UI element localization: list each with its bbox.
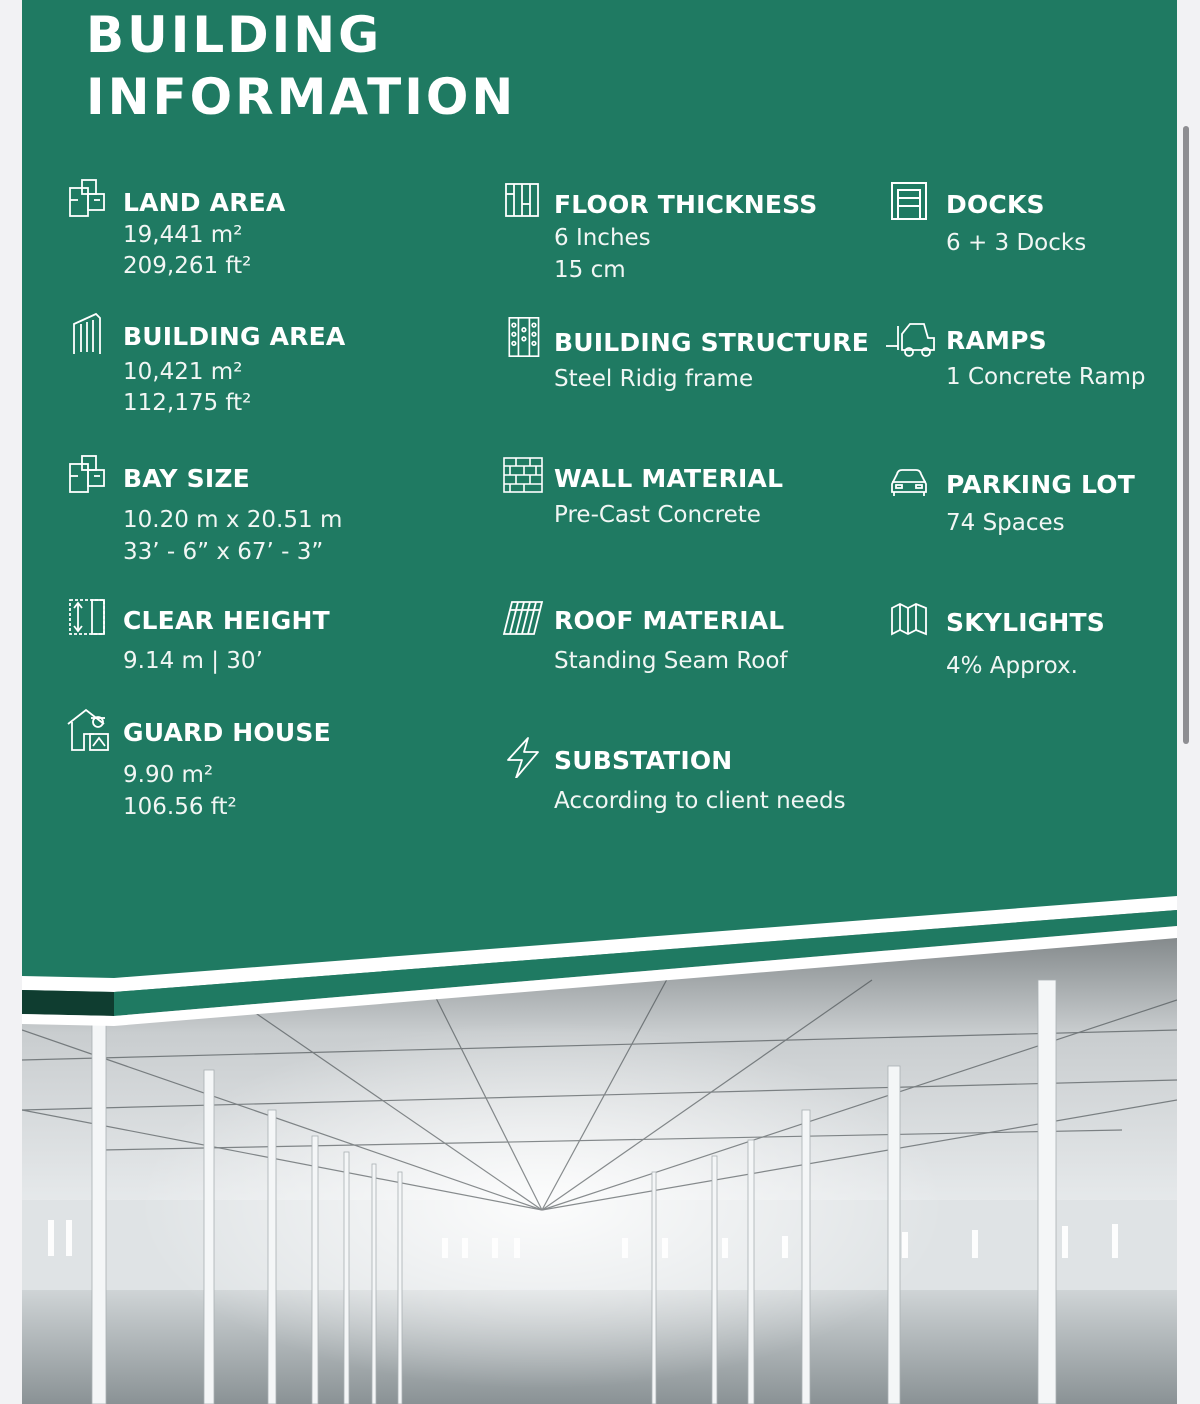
feature-label: SUBSTATION bbox=[554, 746, 733, 775]
skylight-icon bbox=[888, 598, 930, 640]
feature-label: ROOF MATERIAL bbox=[554, 606, 785, 635]
warehouse-interior-photo bbox=[22, 880, 1177, 1404]
feature-label: FLOOR THICKNESS bbox=[554, 190, 818, 219]
feature-label: LAND AREA bbox=[123, 188, 286, 217]
feature-label: BAY SIZE bbox=[123, 464, 250, 493]
feature-value: 209,261 ft² bbox=[123, 253, 252, 279]
feature-value: 33’ - 6” x 67’ - 3” bbox=[123, 539, 324, 565]
feature-label: RAMPS bbox=[946, 326, 1047, 355]
feature-value: 6 + 3 Docks bbox=[946, 230, 1087, 256]
feature-value: 112,175 ft² bbox=[123, 390, 252, 416]
feature-value: 15 cm bbox=[554, 257, 626, 283]
feature-value: According to client needs bbox=[554, 788, 846, 814]
floor-plan-icon bbox=[66, 178, 108, 220]
brochure-page bbox=[22, 0, 1177, 1404]
height-measure-icon bbox=[66, 596, 108, 638]
feature-value: 106.56 ft² bbox=[123, 794, 237, 820]
title-line-2: INFORMATION bbox=[86, 68, 517, 126]
feature-value: 9.90 m² bbox=[123, 762, 214, 788]
feature-value: 10,421 m² bbox=[123, 359, 243, 385]
forklift-icon bbox=[884, 318, 938, 360]
feature-value: Pre-Cast Concrete bbox=[554, 502, 761, 528]
feature-label: BUILDING STRUCTURE bbox=[554, 328, 870, 357]
car-icon bbox=[888, 460, 930, 502]
brick-wall-icon bbox=[502, 454, 544, 496]
floor-slab-icon bbox=[502, 180, 544, 222]
title-line-1: BUILDING bbox=[86, 6, 383, 64]
feature-value: 1 Concrete Ramp bbox=[946, 364, 1146, 390]
dock-door-icon bbox=[888, 180, 930, 222]
feature-label: PARKING LOT bbox=[946, 470, 1135, 499]
feature-value: 19,441 m² bbox=[123, 222, 243, 248]
scrollbar[interactable] bbox=[1183, 126, 1189, 744]
feature-label: SKYLIGHTS bbox=[946, 608, 1106, 637]
feature-value: 6 Inches bbox=[554, 225, 651, 251]
feature-value: 4% Approx. bbox=[946, 653, 1078, 679]
feature-value: Steel Ridig frame bbox=[554, 366, 754, 392]
building-icon bbox=[66, 312, 108, 354]
guard-house-icon bbox=[66, 706, 108, 748]
feature-value: Standing Seam Roof bbox=[554, 648, 788, 674]
lightning-icon bbox=[502, 736, 544, 778]
feature-label: CLEAR HEIGHT bbox=[123, 606, 330, 635]
feature-label: DOCKS bbox=[946, 190, 1045, 219]
page-title bbox=[86, 4, 516, 128]
feature-value: 74 Spaces bbox=[946, 510, 1065, 536]
feature-label: WALL MATERIAL bbox=[554, 464, 784, 493]
roof-panel-icon bbox=[502, 596, 544, 638]
feature-value: 9.14 m | 30’ bbox=[123, 648, 263, 674]
floor-plan-icon bbox=[66, 454, 108, 496]
steel-frame-icon bbox=[502, 316, 544, 358]
feature-label: GUARD HOUSE bbox=[123, 718, 331, 747]
feature-label: BUILDING AREA bbox=[123, 322, 346, 351]
feature-value: 10.20 m x 20.51 m bbox=[123, 507, 343, 533]
